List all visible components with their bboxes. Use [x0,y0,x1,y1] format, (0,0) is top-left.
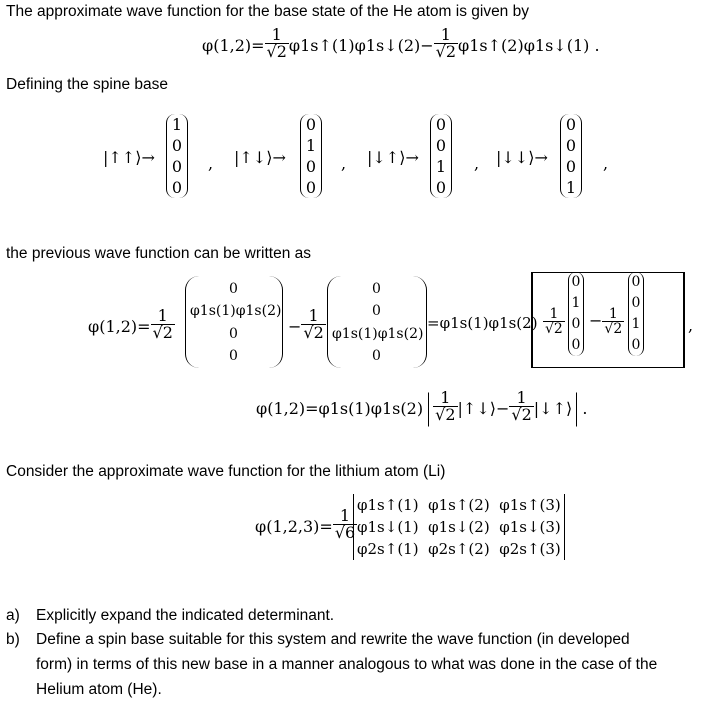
rewrite-eq-product: =φ1s(1)φ1s(2) [427,314,538,332]
spin-base-heading: Defining the spine base [6,76,169,93]
rewrite-lhs: φ(1,2)= $\frac{1}{√2}$ [88,306,173,342]
basis-vector-3: 0 0 1 0 [430,114,452,198]
separator: , [603,154,609,173]
bracket-coef-1: $\frac{1}{√2}$ [545,306,563,337]
ket-up-up: |↑↑⟩→ [103,148,155,167]
column-vector-a: 0 φ1s(1)φ1s(2) 0 0 [185,276,283,368]
separator: , [688,316,694,335]
ket-down-up: |↓↑⟩→ [367,148,419,167]
column-vector-b: 0 0 φ1s(1)φ1s(2) 0 [327,276,427,368]
lithium-text: Consider the approximate wave function for the lithium atom (Li) [6,463,446,480]
rewrite-minus: − $\frac{1}{√2}$ [288,306,324,342]
lithium-lhs: φ(1,2,3)= $\frac{1}{√6}$ [255,506,356,542]
bracket-vector-b: 0 0 1 0 [628,272,644,356]
result-equation: φ(1,2)=φ1s(1)φ1s(2) $\frac{1}{√2}$ |↑↓⟩− $\frac{1}{√2}$ |↓↑⟩ . [256,392,587,427]
basis-vector-2: 0 1 0 0 [300,114,322,198]
basis-vector-4: 0 0 0 1 [560,114,582,198]
slater-determinant: φ1s↑(1) φ1s↑(2) φ1s↑(3) φ1s↓(1) φ1s↓(2) φ1s↓(3) φ2s↑(1) φ2s↑(2) φ2s↑(3) [353,494,565,560]
ket-up-down: |↑↓⟩→ [234,148,286,167]
separator: , [474,154,480,173]
separator: , [341,154,347,173]
ket-down-down: |↓↓⟩→ [496,148,548,167]
question-b-label: b) [6,631,20,648]
separator: , [208,154,214,173]
question-a-label: a) [6,607,20,624]
question-b-text-3: Helium atom (He). [36,681,162,698]
bracket-coef-2: − $\frac{1}{√2}$ [589,306,623,337]
question-a-text: Explicitly expand the indicated determinant. [36,607,335,624]
question-b-text-1: Define a spin base suitable for this system and rewrite the wave function (in developed [36,631,630,648]
rewrite-text: the previous wave function can be written as [6,245,312,262]
he-wavefunction-equation: φ(1,2)= $\frac{1}{√2}$ φ1s↑(1)φ1s↓(2)− $\frac{1}{√2}$ φ1s↑(2)φ1s↓(1) . [202,25,600,61]
intro-text: The approximate wave function for the base state of the He atom is given by [6,3,529,20]
question-b-text-2: form) in terms of this new base in a manner analogous to what was done in the case of the [36,656,658,673]
basis-vector-1: 1 0 0 0 [166,114,188,198]
bracket-vector-a: 0 1 0 0 [568,272,584,356]
